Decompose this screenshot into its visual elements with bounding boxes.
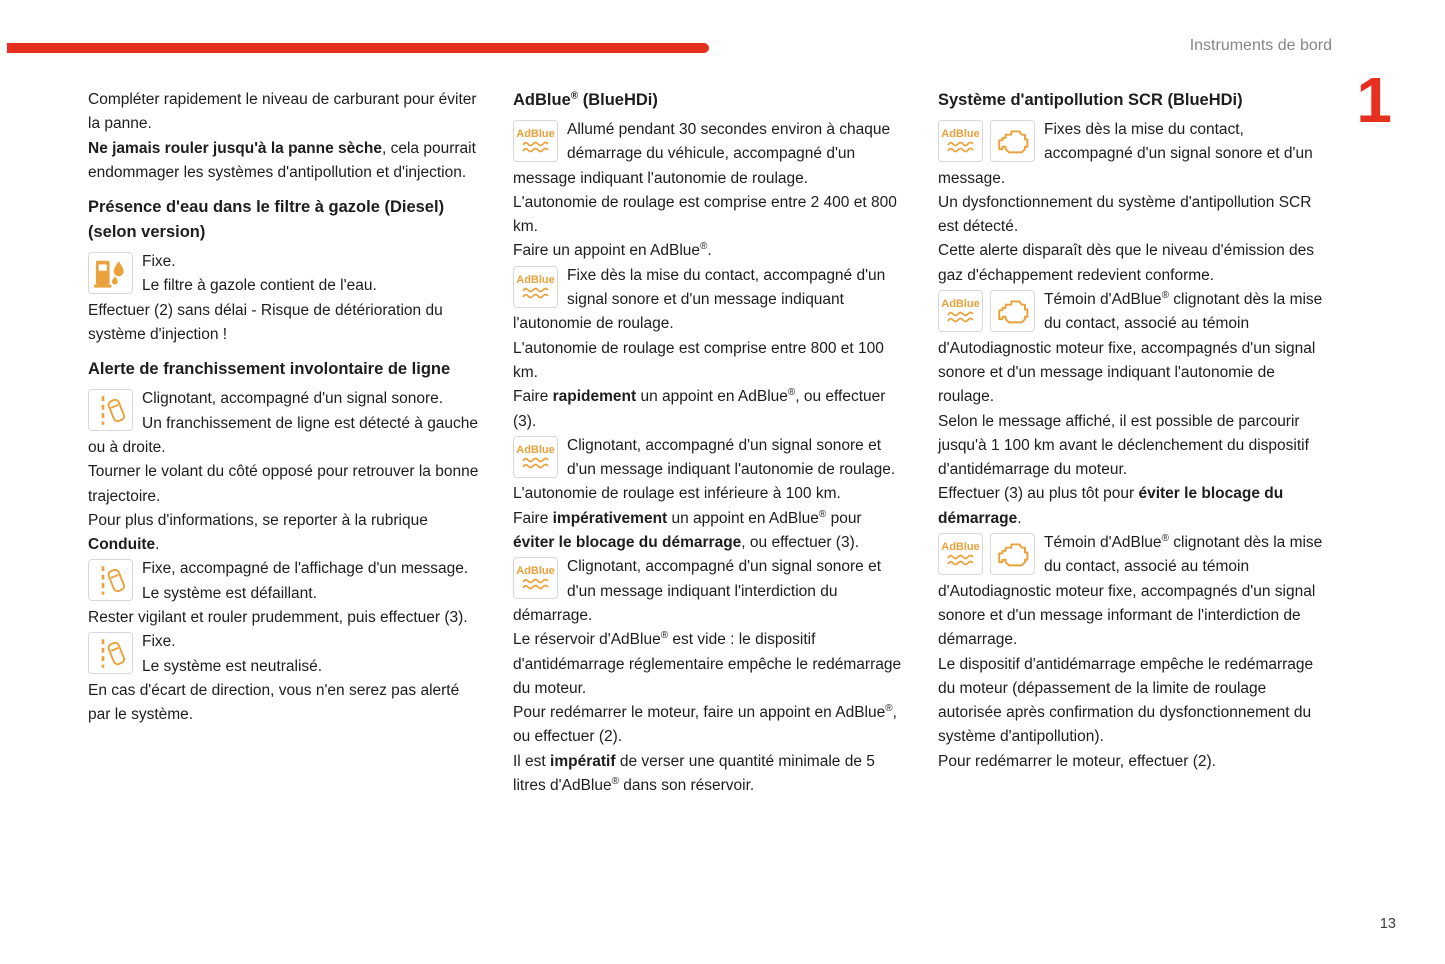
text-segment: Présence d'eau dans le filtre à gazole (Diesel) (selon version) [88, 198, 445, 242]
text-segment: Témoin d'AdBlue [1044, 291, 1162, 309]
text-segment-bold: impérativement [552, 509, 668, 527]
text-segment: Clignotant, accompagné d'un signal sonore. [142, 390, 444, 408]
text-segment: Compléter rapidement le niveau de carburant pour éviter la panne. [88, 91, 477, 133]
text-segment: clignotant dès la mise du contact, associé au témoin d'Autodiagnostic moteur fixe, accompagnés d'un signal sonore et d'un message informant de l'interdiction de démarrage. [938, 534, 1323, 649]
engine-autodiagnostic-icon [990, 533, 1035, 575]
text-segment: Faire [513, 388, 553, 406]
warning-icons [938, 120, 1035, 162]
text-segment: Cette alerte disparaît dès que le niveau d'émission des gaz d'échappement redevient conforme. [938, 242, 1315, 284]
icon-paragraph [513, 555, 906, 798]
text-segment: Pour redémarrer le moteur, faire un appoint en AdBlue [513, 704, 886, 722]
text-segment: AdBlue [513, 91, 571, 109]
text-segment: Faire [513, 509, 553, 527]
sentence [88, 460, 481, 509]
sentence [938, 410, 1331, 483]
text-segment: Faire un appoint en AdBlue [513, 242, 700, 260]
text-segment: Pour redémarrer le moteur, effectuer (2). [938, 752, 1216, 770]
text-segment: Le filtre à gazole contient de l'eau. [142, 277, 377, 295]
registered-trademark: ® [700, 241, 708, 253]
text-segment: , ou effectuer (3). [741, 534, 860, 552]
icon-paragraph [938, 288, 1331, 531]
sentence [513, 482, 906, 506]
text-segment: Pour plus d'informations, se reporter à la rubrique [88, 511, 428, 529]
sentence [513, 507, 906, 556]
warning-icons [88, 389, 133, 431]
registered-trademark: ® [787, 387, 796, 399]
text-segment: Témoin d'AdBlue [1044, 534, 1162, 552]
page-content [88, 88, 1331, 798]
text-segment: Rester vigilant et rouler prudemment, puis effectuer (3). [88, 609, 468, 627]
text-segment-bold: éviter le blocage du démarrage [938, 485, 1284, 527]
sentence [88, 509, 481, 558]
icon-paragraph [513, 264, 906, 434]
lane-departure-icon [88, 632, 133, 674]
sentence [513, 628, 906, 701]
text-segment: Clignotant, accompagné d'un signal sonore et d'un message indiquant l'interdiction du démarrage. [513, 558, 882, 624]
sentence [88, 137, 481, 186]
warning-icons [513, 120, 558, 162]
text-segment: de verser une quantité minimale de 5 litres d'AdBlue [513, 752, 875, 795]
adblue-indicator-icon [513, 557, 558, 599]
registered-trademark: ® [885, 702, 893, 714]
text-segment: clignotant dès la mise du contact, associé au témoin d'Autodiagnostic moteur fixe, accompagnés d'un signal sonore et d'un message indiquant l'autonomie de roulage. [938, 291, 1323, 406]
sentence [513, 750, 906, 799]
sentence [88, 557, 481, 581]
sentence [88, 655, 481, 679]
icon-paragraph [513, 434, 906, 555]
adblue-label: AdBlue [941, 541, 980, 554]
column-1 [88, 88, 481, 798]
sentence [513, 118, 906, 191]
adblue-indicator-icon [938, 533, 983, 575]
text-segment: En cas d'écart de direction, vous n'en serez pas alerté par le système. [88, 681, 460, 724]
sentence [938, 482, 1331, 531]
text-segment: Allumé pendant 30 secondes environ à chaque démarrage du véhicule, accompagné d'un message indiquant l'autonomie de roulage. [513, 121, 891, 187]
warning-icons [513, 436, 558, 478]
registered-trademark: ® [1161, 532, 1169, 544]
warning-icons [88, 632, 133, 674]
icon-paragraph [88, 250, 481, 347]
text-segment: , cela pourrait endommager les systèmes d'antipollution et d'injection. [88, 139, 476, 181]
sentence [88, 606, 481, 630]
engine-glyph [996, 540, 1029, 569]
warning-icons [513, 266, 558, 308]
sentence [513, 385, 906, 434]
text-segment: un appoint en AdBlue [667, 509, 819, 527]
adblue-label: AdBlue [516, 565, 555, 578]
adblue-label: AdBlue [941, 298, 980, 311]
text-segment: (BlueHDi) [578, 91, 658, 109]
sentence [938, 191, 1331, 240]
adblue-label: AdBlue [516, 128, 555, 140]
sentence [938, 750, 1331, 774]
registered-trademark: ® [1161, 289, 1169, 301]
wave-glyph [522, 141, 550, 154]
wave-glyph [947, 141, 975, 154]
sentence [88, 412, 481, 461]
text-segment: Un dysfonctionnement du système d'antipollution SCR est détecté. [938, 193, 1312, 236]
text-segment: L'autonomie de roulage est comprise entre 2 400 et 800 km. [513, 193, 897, 236]
engine-glyph [996, 127, 1029, 156]
text-segment: Fixe, accompagné de l'affichage d'un message. [142, 560, 469, 578]
sentence [513, 701, 906, 750]
registered-trademark: ® [660, 630, 669, 642]
wave-glyph [522, 457, 550, 470]
lane-glyph [95, 638, 127, 669]
registered-trademark: ® [570, 90, 579, 102]
text-segment-bold: Ne jamais rouler jusqu'à la panne sèche [88, 139, 382, 157]
text-segment: L'autonomie de roulage est inférieure à 100 km. [513, 485, 841, 503]
text-segment: Il est [513, 752, 551, 770]
icon-paragraph [513, 118, 906, 264]
sentence [938, 653, 1331, 750]
text-segment: Système d'antipollution SCR (BlueHDi) [938, 91, 1243, 109]
wave-glyph [522, 287, 550, 300]
warning-icons [513, 557, 558, 599]
header-accent-bar [7, 43, 709, 53]
page-header-title: Instruments de bord [1189, 37, 1332, 54]
text-segment: dans son réservoir. [618, 777, 755, 795]
adblue-indicator-icon [938, 120, 983, 162]
registered-trademark: ® [818, 508, 827, 520]
text-segment: Un franchissement de ligne est détecté à gauche ou à droite. [88, 414, 479, 456]
text-segment: Fixe. [142, 253, 176, 271]
sentence [513, 264, 906, 337]
adblue-label: AdBlue [516, 443, 555, 456]
sentence [88, 250, 481, 274]
warning-icons [938, 533, 1035, 575]
adblue-indicator-icon [513, 436, 558, 478]
sentence [88, 387, 481, 411]
text-segment: . [707, 242, 712, 260]
sentence [513, 555, 906, 628]
sentence [513, 239, 906, 263]
water-in-fuel-filter-icon [88, 252, 133, 294]
section-heading [938, 88, 1331, 113]
text-segment: . [155, 536, 160, 554]
column-2 [513, 88, 906, 798]
adblue-indicator-icon [513, 120, 558, 162]
icon-paragraph [938, 118, 1331, 288]
sentence [88, 630, 481, 654]
sentence [88, 582, 481, 606]
icon-paragraph [88, 630, 481, 727]
adblue-label: AdBlue [941, 128, 980, 140]
text-segment: Fixe dès la mise du contact, accompagné d'un signal sonore et d'un message indiquant l'autonomie de roulage. [513, 266, 886, 333]
text-segment: , ou effectuer (2). [513, 704, 897, 746]
text-segment: Effectuer (3) au plus tôt pour [938, 485, 1139, 503]
text-segment: Effectuer (2) sans délai - Risque de détérioration du système d'injection ! [88, 301, 443, 344]
text-segment: Le dispositif d'antidémarrage empêche le redémarrage du moteur (dépassement de la limite de roulage autorisée après confirmation du dysfonctionnement du système d'antipollution). [938, 655, 1314, 746]
engine-autodiagnostic-icon [990, 120, 1035, 162]
text-segment-bold: éviter le blocage du démarrage [513, 534, 742, 552]
text-segment: , ou effectuer (3). [513, 388, 886, 430]
sentence [88, 274, 481, 298]
sentence [513, 337, 906, 386]
text-segment: un appoint en AdBlue [636, 388, 788, 406]
text-segment: . [1017, 509, 1022, 527]
sentence [88, 88, 481, 137]
chapter-number-tab: 1 [1356, 64, 1392, 136]
text-segment-bold: impératif [550, 752, 616, 770]
adblue-indicator-icon [513, 266, 558, 308]
wave-glyph [522, 578, 550, 591]
text-segment: pour [826, 509, 862, 527]
text-segment: Le système est défaillant. [142, 584, 317, 602]
text-segment: Clignotant, accompagné d'un signal sonore et d'un message indiquant l'autonomie de roulage. [567, 436, 896, 479]
wave-glyph [947, 311, 975, 324]
section-heading [88, 195, 481, 245]
warning-icons [88, 252, 133, 294]
text-segment: Fixe. [142, 633, 176, 651]
text-segment: Fixes dès la mise du contact, accompagné d'un signal sonore et d'un message. [938, 121, 1313, 187]
adblue-label: AdBlue [516, 273, 555, 286]
text-segment-bold: Conduite [88, 536, 156, 554]
engine-autodiagnostic-icon [990, 290, 1035, 332]
sentence [88, 299, 481, 348]
registered-trademark: ® [611, 775, 619, 787]
text-segment: Alerte de franchissement involontaire de ligne [88, 360, 451, 379]
wave-glyph [947, 554, 975, 567]
lane-departure-icon [88, 389, 133, 431]
sentence [938, 239, 1331, 288]
warning-icons [938, 290, 1035, 332]
lane-glyph [95, 395, 127, 426]
text-segment-bold: rapidement [552, 388, 637, 406]
text-segment: L'autonomie de roulage est comprise entre 800 et 100 km. [513, 339, 884, 381]
sentence [88, 679, 481, 728]
column-3 [938, 88, 1331, 798]
section-heading [88, 357, 481, 382]
section-heading [513, 88, 906, 113]
paragraph [88, 88, 481, 185]
fuel-pump-droplets-glyph [93, 258, 128, 289]
text-segment: Le réservoir d'AdBlue [513, 631, 661, 649]
lane-glyph [95, 565, 127, 596]
text-segment: Le système est neutralisé. [142, 657, 323, 675]
sentence [513, 434, 906, 483]
warning-icons [88, 559, 133, 601]
icon-paragraph [88, 557, 481, 630]
text-segment: Selon le message affiché, il est possible de parcourir jusqu'à 1 100 km avant le déclenchement du dispositif d'antidémarrage du moteur. [938, 412, 1309, 479]
page-number: 13 [1379, 916, 1396, 932]
sentence [513, 191, 906, 240]
icon-paragraph [88, 387, 481, 557]
text-segment: est vide : le dispositif d'antidémarrage réglementaire empêche le redémarrage du moteur. [513, 631, 902, 697]
icon-paragraph [938, 531, 1331, 774]
text-segment: Tourner le volant du côté opposé pour retrouver la bonne trajectoire. [88, 463, 479, 505]
lane-departure-icon [88, 559, 133, 601]
adblue-indicator-icon [938, 290, 983, 332]
engine-glyph [996, 297, 1029, 326]
